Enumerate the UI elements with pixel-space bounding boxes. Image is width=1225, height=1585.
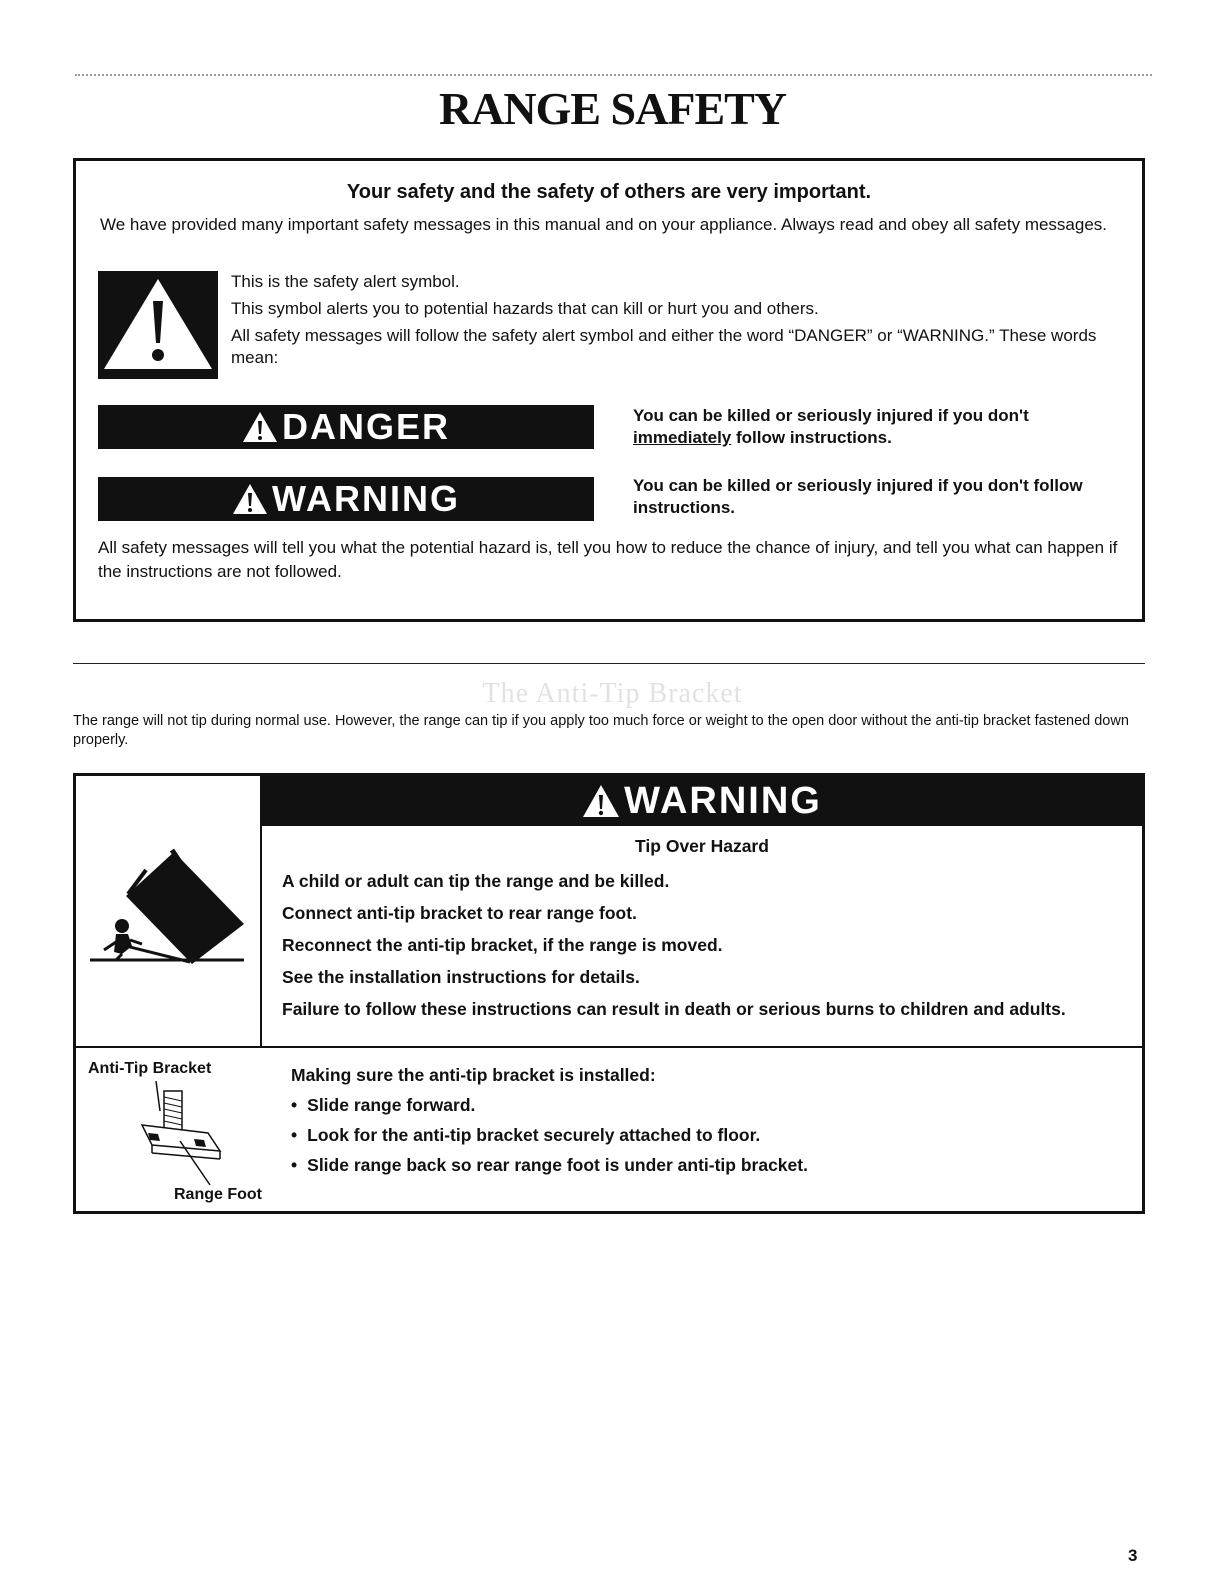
tipping-range-illustration xyxy=(86,842,248,966)
alert-triangle-icon xyxy=(242,411,278,443)
warning-item: Failure to follow these instructions can result in death or serious burns to children and adults. xyxy=(282,999,1066,1019)
warning-header-bar xyxy=(262,776,1142,826)
safety-closing: All safety messages will tell you what the potential hazard is, tell you how to reduce the chance of injury, and tell you what can happen if the instructions are not followed. xyxy=(98,538,1118,581)
danger-signal-bar xyxy=(98,405,594,449)
hazard-title: Tip Over Hazard xyxy=(635,836,769,856)
box-divider xyxy=(76,1046,1142,1048)
alert-line: This symbol alerts you to potential hazards that can kill or hurt you and others. xyxy=(231,299,819,318)
warning-item: A child or adult can tip the range and be killed. xyxy=(282,871,670,891)
install-step: • Look for the anti-tip bracket securely attached to floor. xyxy=(291,1124,1121,1146)
top-dotted-rule xyxy=(75,74,1152,76)
alert-triangle-icon xyxy=(582,784,620,818)
warning-item: See the installation instructions for details. xyxy=(282,967,640,987)
range-foot-label: Range Foot xyxy=(174,1186,262,1203)
page-title: RANGE SAFETY xyxy=(438,83,787,134)
alert-triangle-icon xyxy=(232,483,268,515)
install-step: • Slide range forward. xyxy=(291,1094,1121,1116)
warning-signal-bar xyxy=(98,477,594,521)
danger-label: DANGER xyxy=(281,406,450,447)
install-step: • Slide range back so rear range foot is under anti-tip bracket. xyxy=(291,1154,1121,1176)
anti-tip-bracket-label: Anti-Tip Bracket xyxy=(88,1060,212,1077)
safety-intro: We have provided many important safety messages in this manual and on your appliance. Always read and obey all safety messages. xyxy=(100,215,1108,234)
safety-message-box xyxy=(73,158,1145,622)
danger-desc-prefix: You can be killed or seriously injured if you don't xyxy=(633,406,1029,425)
section-divider xyxy=(73,663,1145,664)
alert-line: This is the safety alert symbol. xyxy=(231,272,460,291)
anti-tip-bracket-illustration xyxy=(138,1081,258,1186)
warning-item: Reconnect the anti-tip bracket, if the range is moved. xyxy=(282,935,723,955)
warning-label: WARNING xyxy=(624,779,822,822)
install-heading: Making sure the anti-tip bracket is installed: xyxy=(291,1065,656,1085)
warning-description: You can be killed or seriously injured if you don't follow instructions. xyxy=(633,476,1083,517)
warning-list xyxy=(282,870,1132,1030)
danger-desc-emphasis: immediately xyxy=(633,428,732,447)
section-title: The Anti-Tip Bracket xyxy=(482,678,743,709)
danger-desc-suffix: follow instructions. xyxy=(736,428,892,447)
section-intro: The range will not tip during normal use. However, the range can tip if you apply too much force or weight to the open door without the anti-tip bracket fastened down properly. xyxy=(73,713,1129,748)
safety-alert-triangle-icon xyxy=(98,271,218,379)
warning-item: Connect anti-tip bracket to rear range foot. xyxy=(282,903,637,923)
installation-check xyxy=(291,1064,1121,1184)
install-steps xyxy=(291,1094,1121,1176)
page-number: 3 xyxy=(1128,1546,1138,1565)
anti-tip-warning-box xyxy=(73,773,1145,1214)
danger-description xyxy=(633,405,1113,449)
alert-line: All safety messages will follow the safety alert symbol and either the word “DANGER” or “WARNING.” These words mean: xyxy=(231,326,1097,367)
warning-label: WARNING xyxy=(272,478,460,519)
alert-explanation xyxy=(231,271,1111,374)
safety-heading: Your safety and the safety of others are very important. xyxy=(346,181,872,203)
